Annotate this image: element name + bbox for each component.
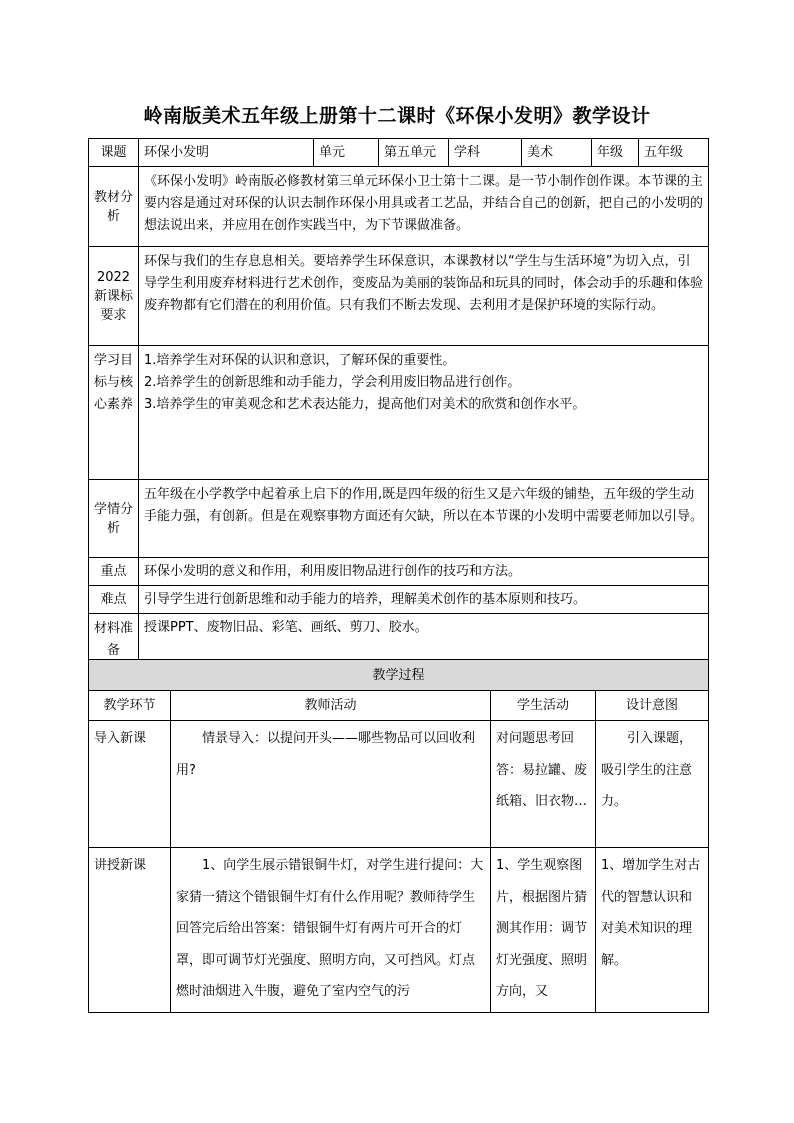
- material-analysis-row: [89, 167, 709, 247]
- difficulty-text: 引导学生进行创新思维和动手能力的培养，理解美术创作的基本原则和技巧。: [139, 586, 709, 614]
- student-activity-cell: 1、学生观察图片，根据图片猜测其作用：调节灯光强度、照明方向，又: [491, 848, 596, 1013]
- grade-label: 年级: [592, 139, 639, 167]
- goals-list: [139, 346, 709, 480]
- standard-text: 环保与我们的生存息息相关。要培养学生环保意识，本课教材以“学生与生活环境”为切入点，引导学生利用废弃材料进行艺术创作，变废品为美丽的装饰品和玩具的同时，体会动手的乐趣和体验废弃物都有它们潜在的利用价值。只有我们不断去发现、去利用才是保护环境的实际行动。: [139, 247, 709, 346]
- material-analysis-label: 教材分析: [89, 167, 139, 247]
- stage-cell: 讲授新课: [89, 848, 171, 1013]
- teacher-activity-cell: 情景导入：以提问开头——哪些物品可以回收利用?: [171, 721, 491, 848]
- materials-prep-text: 授课PPT、废物旧品、彩笔、画纸、剪刀、胶水。: [139, 614, 709, 667]
- key-point-label: 重点: [89, 558, 139, 586]
- document-title: 岭南版美术五年级上册第十二课时《环保小发明》教学设计: [143, 105, 651, 127]
- topic-value: 环保小发明: [139, 139, 314, 167]
- key-point-row: [89, 558, 709, 586]
- student-activity-cell: 对问题思考回答：易拉罐、废纸箱、旧衣物…: [491, 721, 596, 848]
- standard-row: [89, 247, 709, 346]
- goal-item: 3.培养学生的审美观念和艺术表达能力，提高他们对美术的欣赏和创作水平。: [144, 397, 586, 412]
- header-teacher: 教师活动: [171, 691, 491, 721]
- topic-label: 课题: [89, 139, 139, 167]
- stage-cell: 导入新课: [89, 721, 171, 848]
- grade-value: 五年级: [639, 139, 709, 167]
- learning-analysis-row: [89, 480, 709, 558]
- header-stage: 教学环节: [89, 691, 171, 721]
- material-analysis-text: 《环保小发明》岭南版必修教材第三单元环保小卫士第十二课。是一节小制作创作课。本节课的主要内容是通过对环保的认识去制作环保小用具或者工艺品，并结合自己的创新，把自己的小发明的想法说出来，并应用在创作实践当中，为下节课做准备。: [139, 167, 709, 247]
- teaching-process-table: [88, 659, 709, 1013]
- unit-value: 第五单元: [379, 139, 449, 167]
- learning-analysis-text: 五年级在小学教学中起着承上启下的作用,既是四年级的衍生又是六年级的铺垫，五年级的学生动手能力强，有创新。但是在观察事物方面还有欠缺，所以在本节课的小发明中需要老师加以引导。: [139, 480, 709, 558]
- materials-prep-label: 材料准备: [89, 614, 139, 667]
- goal-item: 1.培养学生对环保的认识和意识，了解环保的重要性。: [144, 353, 456, 368]
- goals-label: 学习目标与核心素养: [89, 346, 139, 480]
- subject-label: 学科: [449, 139, 522, 167]
- design-intent-cell: 引入课题，吸引学生的注意力。: [596, 721, 709, 848]
- header-intent: 设计意图: [596, 691, 709, 721]
- key-point-text: 环保小发明的意义和作用，利用废旧物品进行创作的技巧和方法。: [139, 558, 709, 586]
- info-row: [89, 139, 709, 167]
- subject-value: 美术: [522, 139, 592, 167]
- process-header-row: [89, 691, 709, 721]
- learning-analysis-label: 学情分析: [89, 480, 139, 558]
- goal-item: 2.培养学生的创新思维和动手能力，学会利用废旧物品进行创作。: [144, 375, 521, 390]
- process-title-row: [89, 660, 709, 691]
- header-student: 学生活动: [491, 691, 596, 721]
- goals-row: [89, 346, 709, 480]
- design-intent-cell: 1、增加学生对古代的智慧认识和对美术知识的理解。: [596, 848, 709, 1013]
- unit-label: 单元: [314, 139, 379, 167]
- difficulty-label: 难点: [89, 586, 139, 614]
- lesson-info-table: [88, 138, 709, 667]
- difficulty-row: [89, 586, 709, 614]
- standard-label: 2022新课标要求: [89, 247, 139, 346]
- teacher-activity-cell: 1、向学生展示错银铜牛灯，对学生进行提问：大家猜一猜这个错银铜牛灯有什么作用呢？教师待学生回答完后给出答案：错银铜牛灯有两片可开合的灯罩，即可调节灯光强度、照明方向，又可挡风。灯点燃时油烟进入牛腹，避免了室内空气的污: [171, 848, 491, 1013]
- process-title: 教学过程: [89, 660, 709, 691]
- process-row: [89, 721, 709, 848]
- process-row: [89, 848, 709, 1013]
